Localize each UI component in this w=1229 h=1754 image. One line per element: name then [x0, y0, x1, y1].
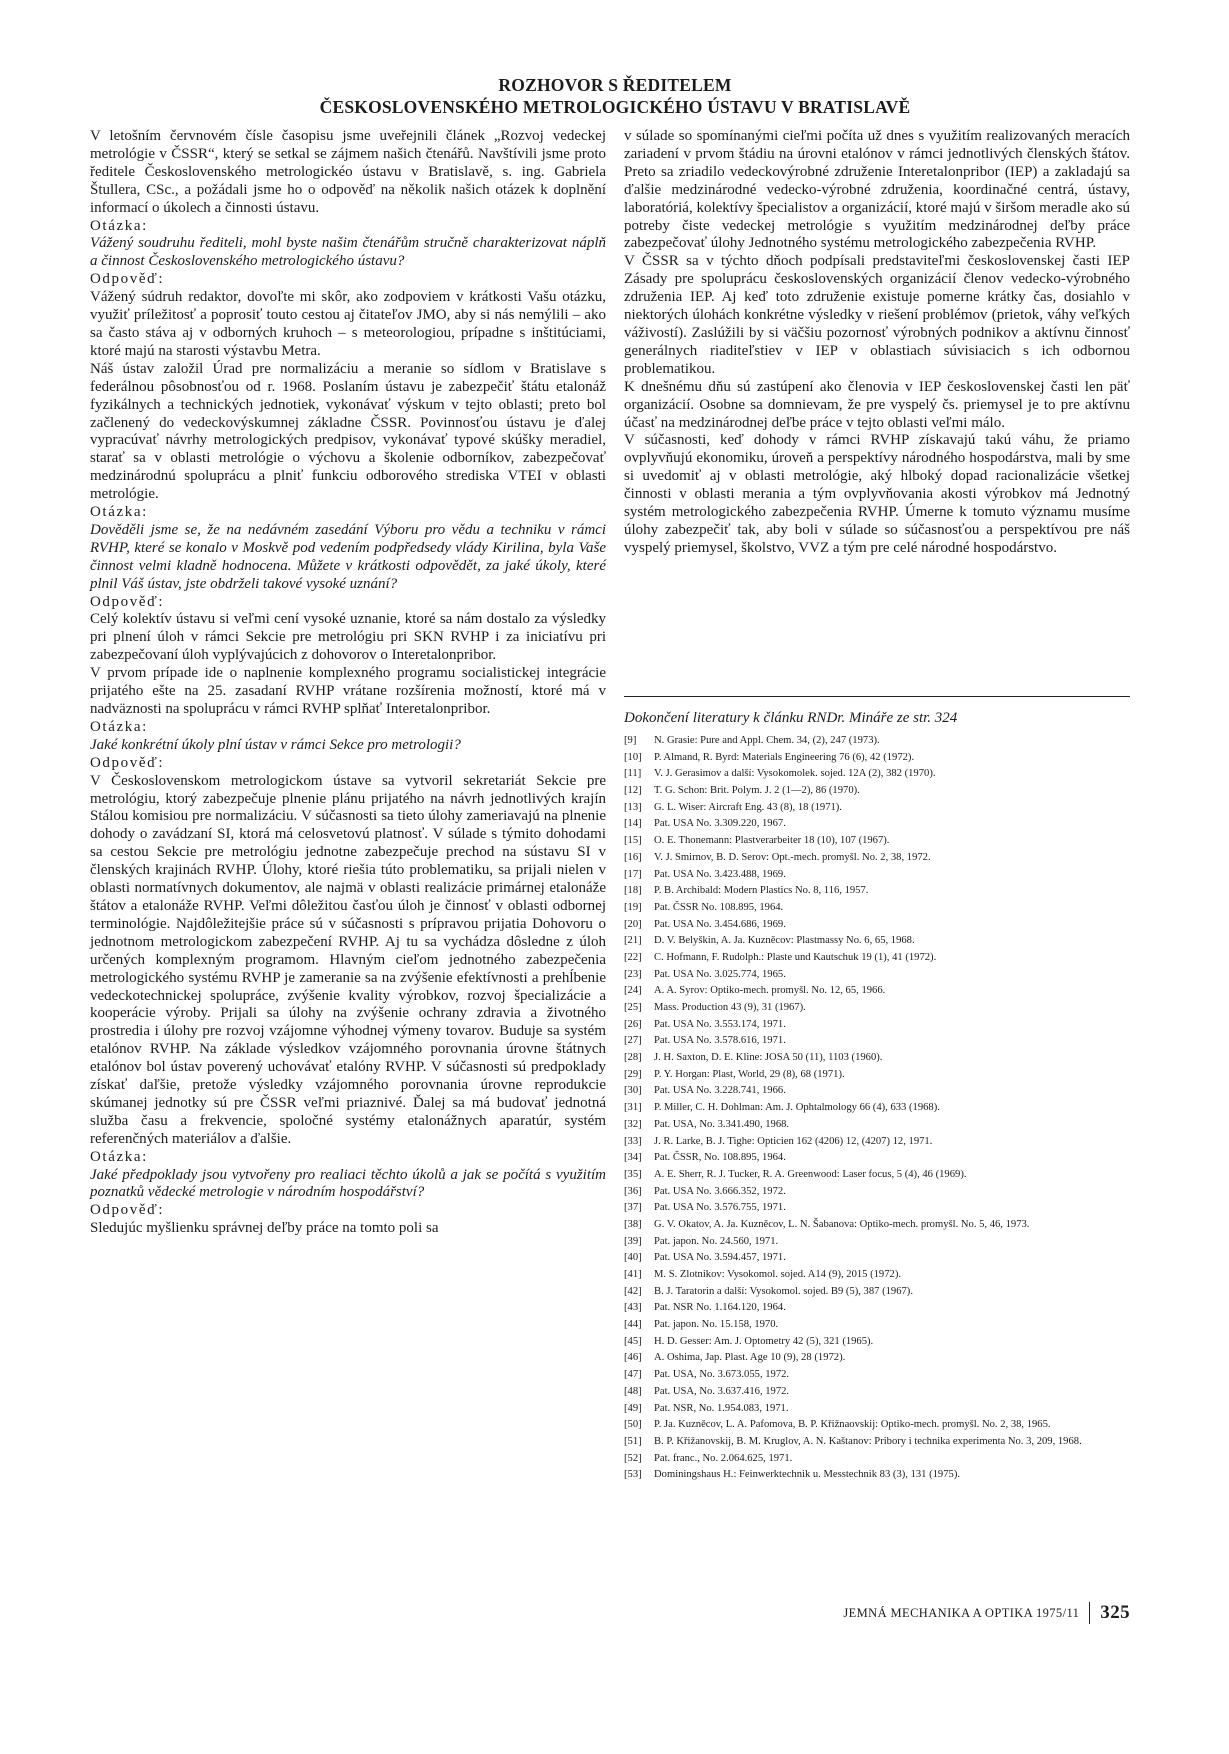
- reference-text: Pat. USA, No. 3.673.055, 1972.: [654, 1369, 790, 1381]
- reference-text: A. Oshima, Jap. Plast. Age 10 (9), 28 (1972).: [654, 1352, 846, 1364]
- reference-number: [22]: [624, 951, 642, 963]
- reference-number: [42]: [624, 1285, 642, 1297]
- reference-text: P. B. Archibald: Modern Plastics No. 8, 116, 1957.: [654, 885, 869, 897]
- answer-4-continued-3: K dnešnému dňu sú zastúpení ako členovia v IEP československej časti len päť organizácií. Osobne sa domnievam, že pre vyspelý čs. priemysel je to pre aktívnu účasť na medzinárodnej deľbe práce v tejto oblasti veľmi málo.: [624, 378, 1130, 431]
- reference-item: [624, 1435, 1130, 1449]
- reference-text: H. D. Gesser: Am. J. Optometry 42 (5), 321 (1965).: [654, 1335, 874, 1347]
- reference-text: Pat. japon. No. 15.158, 1970.: [654, 1319, 779, 1331]
- reference-item: [624, 1268, 1130, 1282]
- reference-item: [624, 1001, 1130, 1015]
- reference-item: [624, 1301, 1130, 1315]
- question-1: Vážený soudruhu řediteli, mohl byste našim čtenářům stručně charakterizovat náplň a činnost Československého metrologického ústavu?: [90, 235, 606, 270]
- reference-number: [12]: [624, 785, 642, 797]
- reference-text: Pat. USA No. 3.025.774, 1965.: [654, 968, 786, 980]
- reference-item: [624, 1201, 1130, 1215]
- reference-number: [15]: [624, 835, 642, 847]
- reference-number: [34]: [624, 1152, 642, 1164]
- reference-number: [43]: [624, 1302, 642, 1314]
- reference-item: [624, 1251, 1130, 1265]
- reference-text: Pat. USA No. 3.578.616, 1971.: [654, 1035, 786, 1047]
- reference-item: [624, 901, 1130, 915]
- reference-number: [39]: [624, 1235, 642, 1247]
- reference-item: [624, 868, 1130, 882]
- question-label: Otázka:: [90, 217, 148, 234]
- question-3: Jaké konkrétní úkoly plní ústav v rámci Sekce pro metrologii?: [90, 736, 461, 753]
- reference-item: [624, 1235, 1130, 1249]
- reference-number: [35]: [624, 1168, 642, 1180]
- reference-number: [25]: [624, 1002, 642, 1013]
- reference-text: Pat. ČSSR, No. 108.895, 1964.: [654, 1152, 786, 1164]
- reference-text: A. E. Sherr, R. J. Tucker, R. A. Greenwood: Laser focus, 5 (4), 46 (1969).: [654, 1168, 967, 1180]
- reference-text: O. E. Thonemann: Plastverarbeiter 18 (10), 107 (1967).: [654, 835, 890, 847]
- footer-separator: [1089, 1602, 1090, 1624]
- reference-number: [14]: [624, 818, 642, 830]
- reference-number: [21]: [624, 935, 642, 947]
- reference-text: J. H. Saxton, D. E. Kline: JOSA 50 (11), 1103 (1960).: [654, 1052, 883, 1064]
- reference-item: [624, 834, 1130, 848]
- reference-text: P. Ja. Kuzněcov, L. A. Pafomova, B. P. Křižnaovskij: Optiko-mech. promyšl. No. 2, 38, 1965.: [654, 1419, 1051, 1431]
- reference-number: [37]: [624, 1202, 642, 1214]
- reference-number: [52]: [624, 1452, 642, 1464]
- reference-text: Pat. USA No. 3.576.755, 1971.: [654, 1202, 786, 1214]
- reference-number: [32]: [624, 1118, 642, 1130]
- reference-item: [624, 918, 1130, 932]
- reference-text: V. J. Gerasimov a další: Vysokomolek. sojed. 12A (2), 382 (1970).: [654, 768, 936, 780]
- reference-text: Pat. japon. No. 24.560, 1971.: [654, 1235, 779, 1247]
- answer-label: Odpověď:: [90, 593, 165, 610]
- reference-number: [26]: [624, 1018, 642, 1030]
- reference-text: Pat. NSR, No. 1.954.083, 1971.: [654, 1402, 789, 1414]
- references-list: [624, 734, 1130, 1485]
- reference-text: G. V. Okatov, A. Ja. Kuzněcov, L. N. Šabanova: Optiko-mech. promyšl. No. 5, 46, 1973.: [654, 1218, 1030, 1230]
- reference-item: [624, 1185, 1130, 1199]
- reference-text: Mass. Production 43 (9), 31 (1967).: [654, 1002, 806, 1013]
- reference-item: [624, 1452, 1130, 1466]
- reference-text: Pat. USA No. 3.423.488, 1969.: [654, 868, 786, 880]
- reference-text: G. L. Wiser: Aircraft Eng. 43 (8), 18 (1971).: [654, 801, 842, 813]
- reference-number: [10]: [624, 751, 642, 763]
- reference-number: [13]: [624, 801, 642, 813]
- reference-text: Pat. USA No. 3.553.174, 1971.: [654, 1018, 786, 1030]
- reference-item: [624, 934, 1130, 948]
- reference-item: [624, 1218, 1130, 1232]
- section-divider: [624, 696, 1130, 697]
- journal-name: JEMNÁ MECHANIKA A OPTIKA 1975/11: [843, 1605, 1080, 1620]
- reference-text: P. Y. Horgan: Plast, World, 29 (8), 68 (1971).: [654, 1068, 845, 1080]
- reference-item: [624, 734, 1130, 748]
- reference-text: Pat. USA No. 3.454.686, 1969.: [654, 918, 786, 930]
- reference-number: [29]: [624, 1068, 642, 1080]
- reference-item: [624, 784, 1130, 798]
- question-label: Otázka:: [90, 504, 148, 521]
- answer-4-continued-2: V ČSSR sa v týchto dňoch podpísali predstaviteľmi československej časti IEP Zásady pre spoluprácu československých organizácií členov vedecko-výrobného združenia IEP. Aj keď toto združenie existuje pomerne krátky čas, dosiahlo v niektorých úlohách konkrétne výsledky v riešení problémov (prietok, váhy veľkých váživostí). Zaslúžili by si väčšiu pozornosť výrobných podnikov a aktívnu činnosť generálnych riaditeľstiev v IEP v oblastiach súvisiacich s ich odbornou problematikou.: [624, 253, 1130, 377]
- reference-number: [36]: [624, 1185, 642, 1197]
- title-line-1: ROZHOVOR S ŘEDITELEM: [498, 75, 732, 95]
- question-label: Otázka:: [90, 718, 148, 735]
- reference-number: [49]: [624, 1402, 642, 1414]
- reference-text: Pat. USA, No. 3.637.416, 1972.: [654, 1385, 790, 1397]
- reference-item: [624, 1018, 1130, 1032]
- question-label: Otázka:: [90, 1148, 148, 1165]
- reference-number: [44]: [624, 1319, 642, 1331]
- references-heading: Dokončení literatury k článku RNDr. Mináře ze str. 324: [624, 710, 958, 726]
- article-title: [90, 74, 1140, 118]
- reference-number: [46]: [624, 1352, 642, 1364]
- reference-text: Pat. NSR No. 1.164.120, 1964.: [654, 1302, 786, 1314]
- reference-item: [624, 884, 1130, 898]
- reference-text: Pat. USA No. 3.228.741, 1966.: [654, 1085, 786, 1097]
- reference-number: [17]: [624, 868, 642, 880]
- reference-number: [38]: [624, 1218, 642, 1230]
- reference-number: [47]: [624, 1369, 642, 1381]
- reference-item: [624, 1101, 1130, 1115]
- reference-item: [624, 1468, 1130, 1482]
- reference-item: [624, 801, 1130, 815]
- reference-number: [23]: [624, 968, 642, 980]
- reference-item: [624, 1135, 1130, 1149]
- reference-number: [28]: [624, 1052, 642, 1064]
- right-column: [624, 128, 1130, 558]
- reference-number: [16]: [624, 851, 642, 863]
- reference-item: [624, 1151, 1130, 1165]
- reference-number: [30]: [624, 1085, 642, 1097]
- reference-item: [624, 1351, 1130, 1365]
- reference-item: [624, 767, 1130, 781]
- reference-number: [33]: [624, 1135, 642, 1147]
- reference-number: [19]: [624, 901, 642, 913]
- reference-text: V. J. Smirnov, B. D. Serov: Opt.-mech. promyšl. No. 2, 38, 1972.: [654, 851, 931, 863]
- answer-label: Odpověď:: [90, 1202, 165, 1219]
- reference-number: [45]: [624, 1335, 642, 1347]
- reference-item: [624, 1335, 1130, 1349]
- reference-number: [9]: [624, 735, 637, 746]
- reference-item: [624, 1385, 1130, 1399]
- reference-number: [11]: [624, 768, 642, 780]
- reference-number: [41]: [624, 1269, 642, 1280]
- reference-number: [18]: [624, 885, 642, 897]
- reference-text: P. Miller, C. H. Dohlman: Am. J. Ophtalmology 66 (4), 633 (1968).: [654, 1102, 940, 1114]
- reference-number: [24]: [624, 985, 642, 997]
- reference-item: [624, 984, 1130, 998]
- answer-label: Odpověď:: [90, 754, 165, 771]
- reference-number: [53]: [624, 1469, 642, 1481]
- answer-4-continued-4: V súčasnosti, keď dohody v rámci RVHP získavajú takú váhu, že priamo ovplyvňujú ekonomiku, úroveň a perspektívy národného hospodárstva, mali by sme si uvedomiť aj v oblasti metrológie, aký hlboký dopad racionalizácie všetkej činnosti v oblasti merania a tým ovplyvňovania akosti výrobkov má Jednotný systém metrologického zabezpečenia RVHP. Úmerne k tomuto významu musíme úlohy zabezpečiť tak, aby boli v súlade so súčasnosťou a perspektívou pre náš vyspelý priemysel, školstvo, VVZ a tým pre celé národné hospodárstvo.: [624, 432, 1130, 556]
- reference-number: [51]: [624, 1435, 642, 1447]
- reference-text: A. A. Syrov: Optiko-mech. promyšl. No. 12, 65, 1966.: [654, 985, 886, 997]
- reference-number: [40]: [624, 1252, 642, 1264]
- question-2: Dověděli jsme se, že na nedávném zasedání Výboru pro vědu a techniku v rámci RVHP, které se konalo v Moskvě pod vedením podpředsedy vlády Kirilina, byla Vaše činnost velmi kladně hodnocena. Můžete v krátkosti odpovědět, za jaké úkoly, které plnil Váš ústav, jste obdrželi takové vysoké uznání?: [90, 521, 606, 592]
- reference-item: [624, 1168, 1130, 1182]
- reference-text: B. P. Křižanovskij, B. M. Kruglov, A. N. Kaštanov: Pribory i technika experimenta No. 3, 209, 1968.: [654, 1435, 1082, 1447]
- reference-item: [624, 1402, 1130, 1416]
- reference-text: M. S. Zlotnikov: Vysokomol. sojed. A14 (9), 2015 (1972).: [654, 1269, 901, 1280]
- reference-text: T. G. Schon: Brit. Polym. J. 2 (1—2), 86 (1970).: [654, 785, 860, 797]
- reference-item: [624, 751, 1130, 765]
- reference-item: [624, 1418, 1130, 1432]
- reference-text: Pat. USA No. 3.666.352, 1972.: [654, 1185, 786, 1197]
- page-number: 325: [1100, 1602, 1130, 1623]
- answer-2-paragraph-2: V prvom prípade ide o naplnenie komplexného programu socialistickej integrácie prijatého ešte na 25. zasadaní RVHP vrátane rozšírenia možností, ktoré má v nadväznosti na spoluprácu v rámci RVHP splňať Interetalonpribor.: [90, 665, 606, 717]
- reference-item: [624, 1068, 1130, 1082]
- reference-item: [624, 1051, 1130, 1065]
- reference-text: Pat. franc., No. 2.064.625, 1971.: [654, 1452, 793, 1464]
- answer-4-continued-1: v súlade so spomínanými cieľmi počíta už dnes s využitím realizovaných meracích zariadení v prvom štádiu na úrovni etalónov v rámci jednotlivých členských štátov. Preto sa zriadilo vedeckovýrobné združenie Interetalonpribor (IEP) a zakladajú sa ďalšie medzinárodné vedecko-výrobné združenia, koordinačné centrá, ústavy, laboratóriá, kolektívy špecialistov a organizácií, ktoré majú v širšom meradle ako sú potreby čiste vedeckej metrológie s využitím medzinárodnej deľby práce zabezpečovať úlohy Jednotného systému metrologického zabezpečenia RVHP.: [624, 128, 1130, 252]
- reference-item: [624, 851, 1130, 865]
- answer-label: Odpověď:: [90, 271, 165, 288]
- reference-number: [31]: [624, 1102, 642, 1114]
- reference-number: [48]: [624, 1385, 642, 1397]
- answer-1-paragraph-2: Náš ústav založil Úrad pre normalizáciu a meranie so sídlom v Bratislave s federálnou pôsobnosťou od r. 1968. Poslaním ústavu je zabezpečiť štátu etalonáž fyzikálnych a technických jednotiek, vykonávať výskum v tejto oblasti; preto bol začlenený do vedeckovýskumnej základne ČSSR. Povinnosťou ústavu je ďalej vypracúvať návrhy metrologických predpisov, vykonávať typové skúšky meradiel, starať sa v oblasti metrológie o výchovu a školenie odborníkov, zabezpečovať medzinárodnú spoluprácu a plniť funkciu odborového strediska VTEI v oblasti metrológie.: [90, 360, 606, 503]
- answer-3: V Československom metrologickom ústave sa vytvoril sekretariát Sekcie pre metrológiu, ktorý zabezpečuje plnenie plánu prijatého na návrh jednotlivých krajín Stálou komisiou pre normalizáciu. V súčasnosti sa tieto úlohy zameriavajú na plnenie dohody o zavádzaní SI, ktorá má celosvetovú platnosť. V súlade s týmito dohodami sa cestou Sekcie pre metrológiu jednotne zabezpečuje prechod na sústavu SI v členských krajinách RVHP. Úlohy, ktoré riešia túto problematiku, sa prijali nielen v oblasti normatívnych dokumentov, ale najmä v oblasti realizácie primárnej etalonáže štátov a etalonáže RVHP. Veľmi dôležitou časťou úloh je činnosť v oblasti odbornej terminológie. Najdôležitejšie práce sú v súčasnosti s prípravou prijatia Dohovoru o jednotnom metrologickom zabezpečení RVHP. Aj tu sa vychádza dôsledne z úloh určených komplexným programom. Hlavným cieľom jednotného zabezpečenia metrologického systému RVHP je zameranie sa na zvýšenie efektívnosti a prehĺbenie vedeckotechnickej spolupráce, zvýšenie kvality výrobkov, rozvoj špecializácie a kooperácie výroby. Prijali sa úlohy na zvýšenie ochrany zdravia a životného prostredia i úlohy pre rozvoj vzájomne výhodnej výmeny tovarov. Buduje sa systém etalónov RVHP. Na základe výsledkov vzájomného porovnania úrovne štátnych etalónov bol ústav poverený uchovávať etalóny RVHP. V súčasnosti sú predpoklady získať daľšie, pretože výsledky vzájomného porovnania úrovne reprodukcie skúmanej jednotky sú pre ČSSR veľmi priaznivé. Ďalej sa má budovať jednotná služba času a frekvencie, spoločné systémy etalonážnych aparatúr, systém referenčných materiálov a ďalšie.: [90, 772, 606, 1147]
- reference-text: Pat. USA, No. 3.341.490, 1968.: [654, 1118, 790, 1130]
- left-column: [90, 128, 606, 1238]
- reference-text: Pat. USA No. 3.309.220, 1967.: [654, 818, 786, 830]
- reference-text: J. R. Larke, B. J. Tighe: Opticien 162 (4206) 12, (4207) 12, 1971.: [654, 1135, 933, 1147]
- reference-text: Dominingshaus H.: Feinwerktechnik u. Messtechnik 83 (3), 131 (1975).: [654, 1469, 960, 1481]
- answer-4-start: Sledujúc myšlienku správnej deľby práce na tomto poli sa: [90, 1220, 439, 1237]
- reference-item: [624, 1084, 1130, 1098]
- reference-item: [624, 951, 1130, 965]
- title-line-2: ČESKOSLOVENSKÉHO METROLOGICKÉHO ÚSTAVU V BRATISLAVĚ: [319, 97, 911, 117]
- reference-item: [624, 968, 1130, 982]
- reference-item: [624, 817, 1130, 831]
- intro-paragraph: V letošním červnovém čísle časopisu jsme uveřejnili článek „Rozvoj vedeckej metrológie v ČSSR“, který se setkal se zájmem našich čtenářů. Navštívili jsme proto ředitele Československého metrologickéo ústavu v Bratislavě, s. ing. Gabriela Štullera, CSc., a požádali jsme ho o odpověď na několik našich otázek k doplnění informací o úkolech a činnosti ústavu.: [90, 128, 606, 216]
- reference-item: [624, 1285, 1130, 1299]
- reference-text: Pat. ČSSR No. 108.895, 1964.: [654, 901, 784, 913]
- reference-text: N. Grasie: Pure and Appl. Chem. 34, (2), 247 (1973).: [654, 735, 880, 746]
- reference-item: [624, 1368, 1130, 1382]
- reference-text: Pat. USA No. 3.594.457, 1971.: [654, 1252, 786, 1264]
- question-4: Jaké předpoklady jsou vytvořeny pro realiaci těchto úkolů a jak se počítá s využitím poznatků vědecké metrologie v národním hospodářství?: [90, 1166, 606, 1201]
- reference-text: D. V. Belyškin, A. Ja. Kuzněcov: Plastmassy No. 6, 65, 1968.: [654, 935, 915, 947]
- reference-text: B. J. Taratorin a další: Vysokomol. sojed. B9 (5), 387 (1967).: [654, 1285, 913, 1297]
- reference-number: [50]: [624, 1419, 642, 1431]
- reference-text: P. Almand, R. Byrd: Materials Engineering 76 (6), 42 (1972).: [654, 751, 915, 763]
- reference-number: [27]: [624, 1035, 642, 1047]
- answer-1-paragraph-1: Vážený súdruh redaktor, dovoľte mi skôr, ako zodpoviem v krátkosti Vašu otázku, využiť príležitosť a poprosiť touto cestou aj čitateľov JMO, aby si nás nemýlili – ako sa často stáva aj v odborných kruhoch – s meteorologiou, prípadne s inštitúciami, ktoré majú na starosti výstavbu Metra.: [90, 289, 606, 359]
- reference-number: [20]: [624, 918, 642, 930]
- answer-2-paragraph-1: Celý kolektív ústavu si veľmi cení vysoké uznanie, ktoré sa nám dostalo za výsledky pri plnení úloh v rámci Sekcie pre metrológiu pri SKN RVHP i za iniciatívu pri zabezpečovaní úloh vyplývajúcich z dohovorov o Interetalonpribor.: [90, 611, 606, 664]
- reference-item: [624, 1318, 1130, 1332]
- reference-item: [624, 1118, 1130, 1132]
- page-footer: [843, 1602, 1130, 1624]
- reference-item: [624, 1034, 1130, 1048]
- reference-text: C. Hofmann, F. Rudolph.: Plaste und Kautschuk 19 (1), 41 (1972).: [654, 951, 937, 963]
